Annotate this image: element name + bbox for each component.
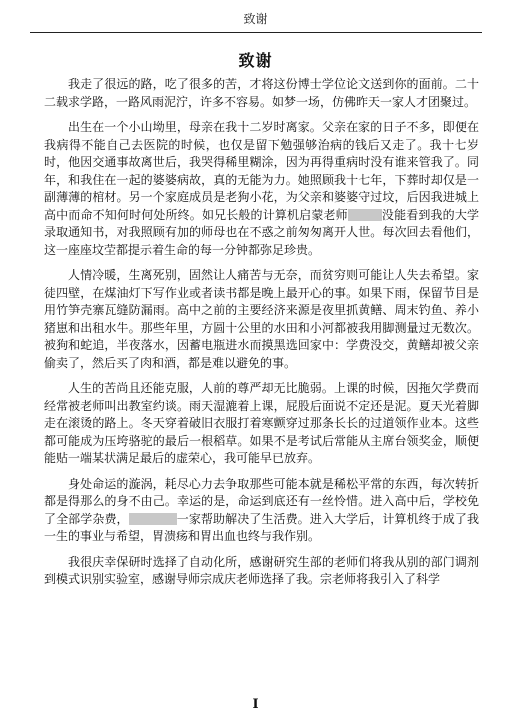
redaction-block (129, 513, 177, 525)
paragraph-text: 人情冷暖，生离死别，固然让人痛苦与无奈，而贫穷则可能让人失去希望。家徒四壁，在煤油灯下写作业或者读书都是晚上最开心的事。如果下雨，保留节目是用竹笋壳寨瓦缝防漏雨。高中之前的主要经济来源是夜里抓黄鳝、周末钓鱼、养小猪崽和出租水牛。那些年里，方圆十公里的水田和小河都被我用脚测量过无数次。被狗和蛇追，半夜落水，因蓄电瓶进水而摸黑选回家中：学费没交，黄鳝却被父亲偷卖了，然后买了肉和酒，都是难以避免的事。 (44, 268, 479, 370)
header-rule (30, 32, 482, 33)
paragraph-4 (44, 380, 479, 468)
paragraph-text: 身处命运的漩涡，耗尽心力去争取那些可能本就是稀松平常的东西，每次转折都是得那么的身不由己。幸运的是，命运到底还有一丝怜惜。进入高中后，学校免了全部学杂费， (44, 476, 479, 526)
paragraph-text: 没能看到我的大学录取通知书，对我照顾有加的师母也在不惑之前匆匆离开人世。每次回去看他们，这一座座坟茔都提示着生命的每一分钟都弥足珍贵。 (44, 207, 479, 257)
page-number: I (252, 697, 259, 712)
paragraph-text: 人生的苦尚且还能克服，人前的尊严却无比脆弱。上课的时候，因拖欠学费而经常被老师叫出教室约谈。雨天湿漉着上课，屁股后面说不定还是泥。夏天光着脚走在滚烫的路上。冬天穿着破旧衣服打着寒颤穿过那条长长的过道领作业本。这些都可能成为压垮骆驼的最后一根稻草。如果不是考试后常能从主席台领奖金，顺便能贴一端某状满足最后的虚荣心，我可能早已放弃。 (44, 381, 479, 465)
paragraph-2 (44, 119, 479, 259)
paragraph-text: 出生在一个小山坳里，母亲在我十二岁时离家。父亲在家的日子不多，即便在我病得不能自己去医院的时候，也仅是留下勉强够治病的钱后又走了。我十七岁时，他因交通事故离世后，我哭得稀里糊涂，因为再得重病时没有谁来管我了。同年，和我住在一起的婆婆病故，真的无能为力。她照顾我十七年，下葬时却仅是一副薄薄的棺材。另一个家庭成员是老狗小花，为父亲和婆婆守过坟，后因我进城上高中而命不知何时何处所终。如兄长般的计算机启蒙老师 (44, 120, 479, 222)
body-text (44, 76, 479, 597)
running-header: 致谢 (243, 12, 268, 26)
paragraph-5 (44, 476, 479, 546)
paragraph-text: 我很庆幸保研时选择了自动化所，感谢研究生部的老师们将我从别的部门调剂到模式识别实验室，感谢导师宗成庆老师选择了我。宗老师将我引入了科学 (44, 554, 479, 586)
paragraph-1 (44, 76, 479, 111)
paragraph-3 (44, 267, 479, 372)
page-title: 致谢 (238, 51, 273, 70)
paragraph-text: 一家帮助解决了生活费。进入大学后，计算机终于成了我一生的事业与希望，胃溃疡和胃出血也终与我作别。 (44, 511, 479, 543)
redaction-block (348, 209, 382, 221)
paragraph-text: 我走了很远的路，吃了很多的苦，才将这份博士学位论文送到你的面前。二十二载求学路，一路风雨泥泞，许多不容易。如梦一场，仿佛昨天一家人才团聚过。 (44, 77, 479, 109)
paragraph-6 (44, 554, 479, 589)
